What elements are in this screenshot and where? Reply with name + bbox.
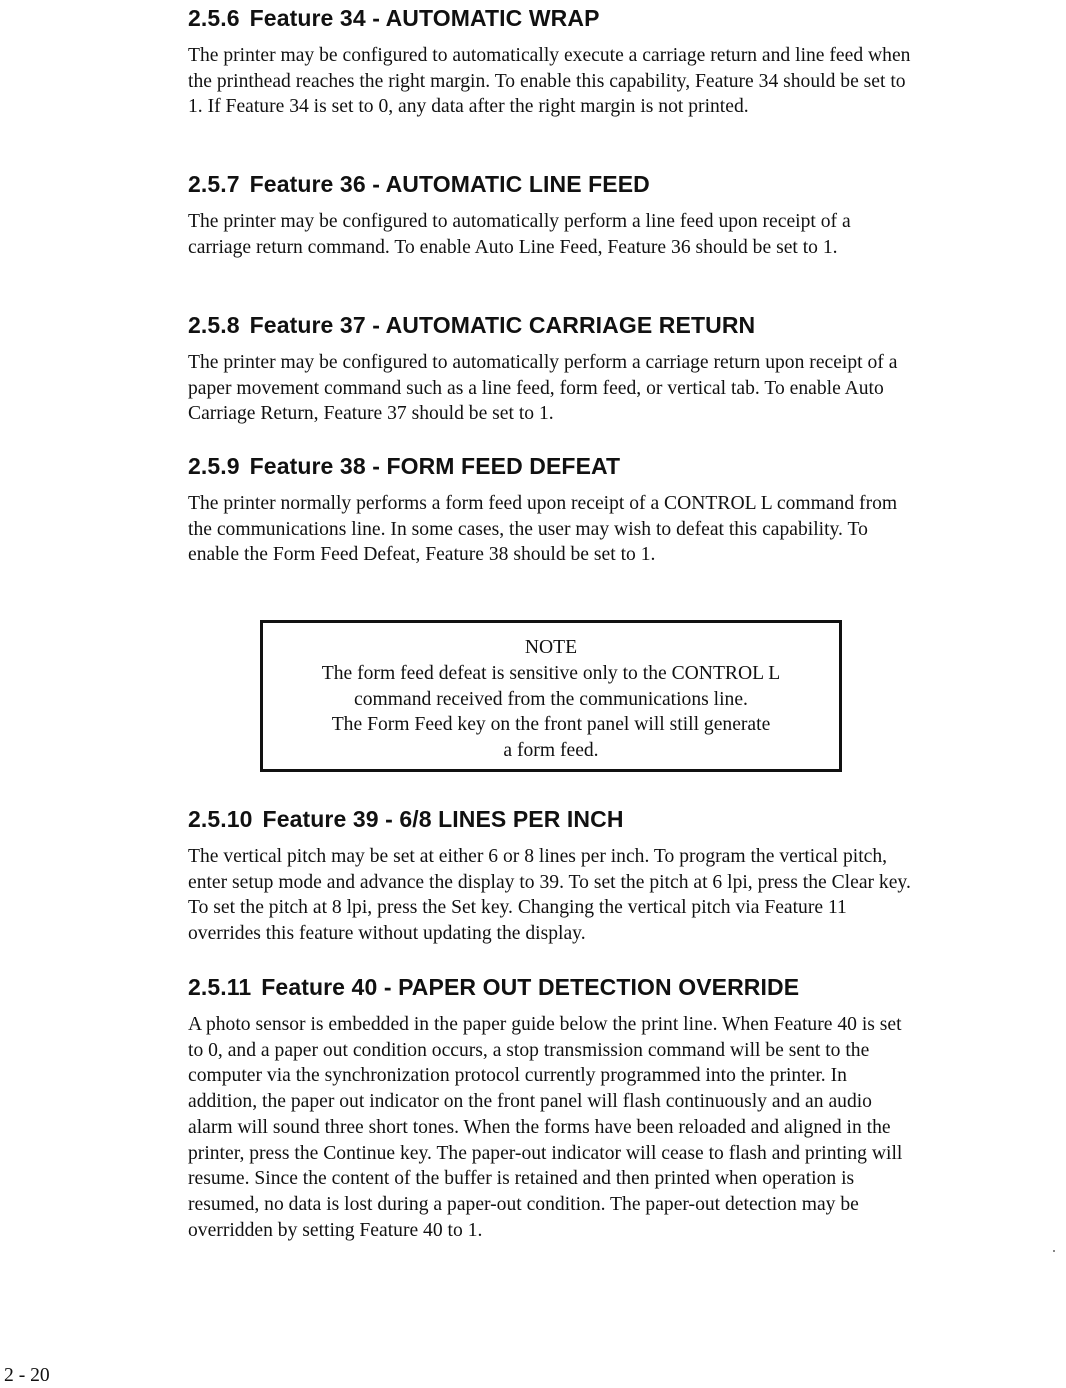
section-number: 2.5.10 xyxy=(188,806,253,832)
section-2-5-11 xyxy=(188,973,918,1243)
note-line: a form feed. xyxy=(503,740,599,762)
section-body: The printer may be configured to automatically perform a line feed upon receipt of a carriage return command. To enable Auto Line Feed, Feature 36 should be set to 1. xyxy=(188,211,851,258)
section-title: Feature 40 - PAPER OUT DETECTION OVERRIDE xyxy=(261,974,800,1000)
section-2-5-8 xyxy=(188,311,918,427)
section-heading xyxy=(188,452,918,480)
section-title: Feature 34 - AUTOMATIC WRAP xyxy=(249,5,600,31)
section-2-5-7 xyxy=(188,170,918,260)
section-heading xyxy=(188,311,918,339)
section-number: 2.5.6 xyxy=(188,5,240,31)
section-title: Feature 39 - 6/8 LINES PER INCH xyxy=(262,806,624,832)
note-heading: NOTE xyxy=(524,637,578,658)
section-body: A photo sensor is embedded in the paper guide below the print line. When Feature 40 is set to 0, and a paper out condition occurs, a stop transmission command will be sent to the computer via the synchronization protocol currently programmed into the printer. In addition, the paper out indicator on the front panel will flash continuously and an audio alarm will sound three short tones. When the forms have been reloaded and aligned in the printer, press the Continue key. The paper-out indicator will cease to flash and printing will resume. Since the content of the buffer is retained and then printed when operation is resumed, no data is lost during a paper-out condition. The paper-out detection may be overridden by setting Feature 40 to 1. xyxy=(188,1014,903,1241)
section-title: Feature 36 - AUTOMATIC LINE FEED xyxy=(249,171,650,197)
section-2-5-9 xyxy=(188,452,918,568)
page-number: 2 - 20 xyxy=(4,1365,50,1386)
section-number: 2.5.9 xyxy=(188,453,240,479)
section-2-5-6 xyxy=(188,4,918,120)
section-heading xyxy=(188,973,918,1001)
scan-speck xyxy=(1053,1250,1055,1252)
section-body: The printer normally performs a form feed upon receipt of a CONTROL L command from the communications line. In some cases, the user may wish to defeat this capability. To enable the Form Feed Defeat, Feature 38 should be set to 1. xyxy=(188,493,898,566)
note-line: The form feed defeat is sensitive only to the CONTROL L xyxy=(321,662,781,684)
section-title: Feature 37 - AUTOMATIC CARRIAGE RETURN xyxy=(249,312,756,338)
note-line: The Form Feed key on the front panel will still generate xyxy=(331,714,771,736)
note-box xyxy=(260,620,842,772)
section-number: 2.5.11 xyxy=(188,974,252,1000)
section-heading xyxy=(188,4,918,32)
section-heading xyxy=(188,805,918,833)
section-body: The printer may be configured to automatically perform a carriage return upon receipt of a paper movement command such as a line feed, form feed, or vertical tab. To enable Auto Carriage Return, Feature 37 should be set to 1. xyxy=(188,352,898,425)
section-body: The vertical pitch may be set at either 6 or 8 lines per inch. To program the vertical pitch, enter setup mode and advance the display to 39. To set the pitch at 6 lpi, press the Clear key. To set the pitch at 8 lpi, press the Set key. Changing the vertical pitch via Feature 11 overrides this feature without updating the display. xyxy=(188,846,911,945)
section-number: 2.5.8 xyxy=(188,312,240,338)
section-heading xyxy=(188,170,918,198)
section-number: 2.5.7 xyxy=(188,171,240,197)
section-title: Feature 38 - FORM FEED DEFEAT xyxy=(249,453,621,479)
note-line: command received from the communications line. xyxy=(354,688,748,710)
section-body: The printer may be configured to automatically execute a carriage return and line feed when the printhead reaches the right margin. To enable this capability, Feature 34 should be set to 1. If Feature 34 is set to 0, any data after the right margin is not printed. xyxy=(188,45,911,118)
section-2-5-10 xyxy=(188,805,918,947)
